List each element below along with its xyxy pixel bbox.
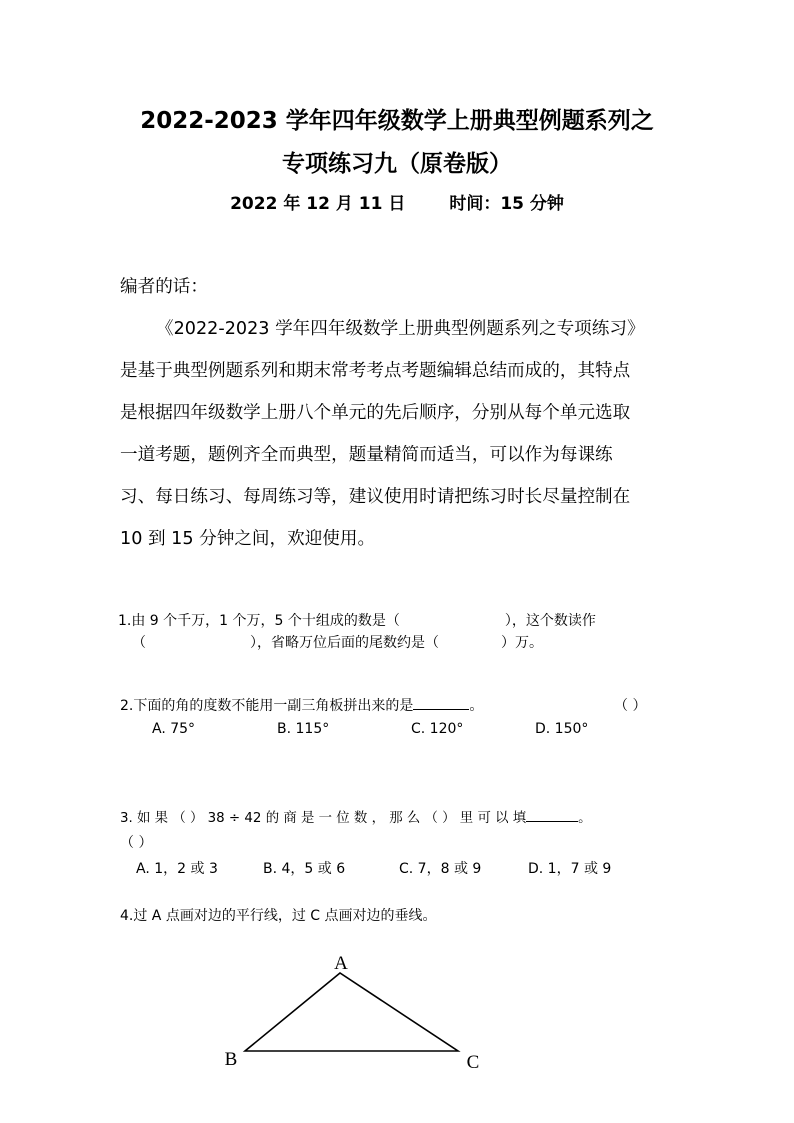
vertex-label-b: B <box>224 1049 238 1070</box>
preface-line-6: 10 到 15 分钟之间，欢迎使用。 <box>120 529 376 549</box>
question-2-option-b[interactable]: B. 115° <box>277 721 330 737</box>
question-2-option-a[interactable]: A. 75° <box>152 721 196 737</box>
question-2-answer-paren[interactable]: （ ） <box>614 698 647 714</box>
question-1-text-e: ）万。 <box>501 635 543 651</box>
question-3-end: 。 <box>578 811 592 826</box>
question-2-end: 。 <box>469 698 484 714</box>
question-3-answer-paren[interactable]: （ ） <box>120 835 153 851</box>
preface-line-2: 是基于典型例题系列和期末常考考点考题编辑总结而成的，其特点 <box>120 361 631 381</box>
triangle-abc <box>245 973 458 1051</box>
question-3-option-a[interactable]: A. 1，2 或 3 <box>136 861 218 877</box>
question-1-text: 1.由 9 个千万，1 个万，5 个十组成的数是（ <box>118 613 400 629</box>
preface-heading: 编者的话： <box>120 277 208 297</box>
title-line-2: 专项练习九（原卷版） <box>282 151 512 177</box>
question-3-option-d[interactable]: D. 1，7 或 9 <box>528 861 612 877</box>
question-1-text-c: （ <box>132 635 146 651</box>
preface-line-3: 是根据四年级数学上册八个单元的先后顺序，分别从每个单元选取 <box>120 403 631 423</box>
preface-line-4: 一道考题，题例齐全而典型，题量精简而适当，可以作为每课练 <box>120 445 613 465</box>
question-1-text-d: ），省略万位后面的尾数约是（ <box>250 635 439 651</box>
preface-line-5: 习、每日练习、每周练习等，建议使用时请把练习时长尽量控制在 <box>120 487 631 507</box>
question-3-option-c[interactable]: C. 7，8 或 9 <box>399 861 482 877</box>
exam-date: 2022 年 12 月 11 日 <box>230 194 406 214</box>
question-1-text-b: ），这个数读作 <box>504 613 596 629</box>
question-2-text: 2.下面的角的度数不能用一副三角板拼出来的是 <box>120 698 414 714</box>
question-3-text: 3. 如 果 （ ） 38 ÷ 42 的 商 是 一 位 数 ， 那 么 （ ） 里 可 以 填 <box>120 811 527 826</box>
title-line-1: 2022-2023 学年四年级数学上册典型例题系列之 <box>140 108 654 134</box>
exam-duration: 时间：15 分钟 <box>449 194 564 214</box>
preface-line-1: 《2022-2023 学年四年级数学上册典型例题系列之专项练习》 <box>156 319 645 339</box>
question-2-option-d[interactable]: D. 150° <box>535 721 589 737</box>
question-3-option-b[interactable]: B. 4，5 或 6 <box>263 861 346 877</box>
question-4-stem: 4.过 A 点画对边的平行线，过 C 点画对边的垂线。 <box>120 908 437 924</box>
vertex-label-a: A <box>334 953 348 974</box>
question-2-option-c[interactable]: C. 120° <box>411 721 464 737</box>
vertex-label-c: C <box>466 1052 480 1073</box>
